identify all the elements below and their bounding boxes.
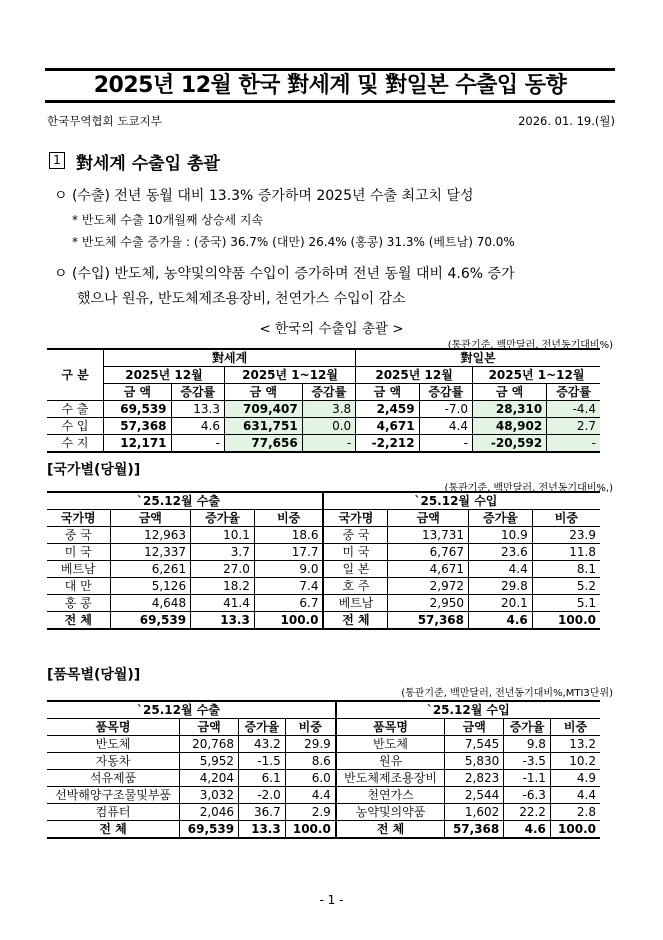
import-header: `25.12월 수입: [426, 703, 510, 717]
cell-value: -7.0: [419, 401, 472, 418]
cell-value: 48,902: [473, 418, 547, 435]
table-row: [47, 544, 600, 561]
cell-value: -4.4: [547, 401, 600, 418]
cell-share: 10.2: [569, 754, 596, 768]
product-unit-note: (통관기준, 백만달러, 전년동기대비%,MTI3단위): [401, 688, 613, 699]
cell-name: 중 국: [323, 527, 387, 544]
cell-name: 베트남: [323, 595, 387, 612]
row-label: 수 지: [47, 435, 104, 453]
cell-amount: 6,261: [110, 561, 191, 578]
column-header: 품목명: [47, 719, 180, 736]
cell-rate: -3.5: [504, 753, 551, 770]
table-header-row: [47, 701, 600, 719]
header-rate: 증감률: [419, 384, 472, 401]
header-amount: 금 액: [473, 384, 547, 401]
cell-rate: 18.2: [191, 578, 255, 595]
section-number: 1: [49, 152, 65, 169]
cell-amount: 4,204: [180, 770, 239, 787]
column-header: 비중: [254, 510, 323, 527]
cell-rate: 13.3: [239, 821, 286, 839]
cell-share: 11.8: [569, 545, 596, 559]
cell-amount: 4,648: [110, 595, 191, 612]
cell-name: 석유제품: [47, 770, 180, 787]
header-rate: 증감률: [302, 384, 355, 401]
cell-name: 반도체: [336, 736, 445, 753]
export-bullet: ㅇ (수출) 전년 동월 대비 13.3% 증가하며 2025년 수출 최고치 달성: [54, 188, 474, 204]
table-header-row: [47, 510, 600, 527]
cell-share: 29.9: [285, 736, 336, 753]
cell-value: 4.6: [171, 418, 224, 435]
cell-share: 100.0: [254, 612, 323, 630]
cell-rate: 4.6: [469, 612, 533, 630]
cell-share: 17.7: [254, 544, 323, 561]
cell-rate: 22.2: [504, 804, 551, 821]
cell-name: 전 체: [323, 612, 387, 630]
cell-name: 컴퓨터: [47, 804, 180, 821]
cell-value: 3.8: [302, 401, 355, 418]
cell-share: 2.8: [576, 805, 596, 819]
table-row: [47, 418, 600, 435]
cell-rate: -2.0: [239, 787, 286, 804]
column-header: 증가율: [191, 510, 255, 527]
cell-rate: 13.3: [191, 612, 255, 630]
table-row: [47, 561, 600, 578]
cell-share: 4.4: [285, 787, 336, 804]
document-date: 2026. 01. 19.(월): [518, 114, 615, 128]
column-header: 금액: [110, 510, 191, 527]
header-amount: 금 액: [104, 384, 172, 401]
cell-amount: 4,671: [388, 561, 469, 578]
table-row: [47, 753, 600, 770]
table-header-row: [47, 719, 600, 736]
cell-share: 6.7: [254, 595, 323, 612]
header-rate: 증감률: [556, 385, 591, 399]
cell-value: 13.3: [171, 401, 224, 418]
cell-amount: 5,830: [445, 753, 504, 770]
cell-value: 57,368: [104, 418, 172, 435]
cell-name: 전 체: [47, 821, 180, 839]
header-world-ytd: 2025년 1~12월: [224, 367, 355, 384]
import-bullet-line-2: 했으나 원유, 반도체제조용장비, 천연가스 수입이 감소: [77, 291, 406, 307]
cell-amount: 57,368: [388, 612, 469, 630]
cell-share: 23.9: [569, 528, 596, 542]
export-note-2: * 반도체 수출 증가율 : (중국) 36.7% (대만) 26.4% (홍콩) 31.3% (베트남) 70.0%: [72, 235, 515, 249]
cell-amount: 5,126: [110, 578, 191, 595]
column-header: 증가율: [504, 719, 551, 736]
table-row: [47, 401, 600, 418]
cell-amount: 13,731: [388, 527, 469, 544]
country-table: [47, 491, 600, 630]
cell-name: 원유: [336, 753, 445, 770]
cell-value: -: [547, 435, 600, 453]
cell-share: 18.6: [254, 527, 323, 544]
cell-share: 13.2: [569, 737, 596, 751]
cell-amount: 2,046: [180, 804, 239, 821]
cell-name: 농약및의약품: [336, 804, 445, 821]
table-row: [47, 578, 600, 595]
cell-name: 홍 콩: [47, 595, 110, 612]
cell-amount: 69,539: [110, 612, 191, 630]
table-row: [47, 736, 600, 753]
country-unit-note: (통관기준, 백만달러, 전년동기대비%,): [444, 483, 613, 494]
cell-name: 선박해양구조물및부품: [47, 787, 180, 804]
cell-value: -: [419, 435, 472, 453]
cell-share: 2.9: [285, 804, 336, 821]
import-header: `25.12월 수입: [414, 494, 498, 508]
column-header: 비중: [563, 720, 588, 734]
cell-amount: 2,950: [388, 595, 469, 612]
table-row: [47, 804, 600, 821]
column-header: 증가율: [469, 510, 533, 527]
cell-value: 69,539: [104, 401, 172, 418]
cell-share: 4.4: [576, 788, 596, 802]
cell-amount: 3,032: [180, 787, 239, 804]
export-header: `25.12월 수출: [47, 701, 336, 719]
cell-rate: 23.6: [469, 544, 533, 561]
summary-caption: < 한국의 수출입 총괄 >: [259, 321, 404, 337]
country-heading: [국가별(당월)]: [47, 462, 141, 478]
column-header: 국가명: [47, 510, 110, 527]
table-row: [47, 527, 600, 544]
header-gubun: 구 분: [47, 349, 104, 401]
summary-table: [47, 348, 600, 453]
cell-name: 반도체: [47, 736, 180, 753]
cell-amount: 69,539: [180, 821, 239, 839]
cell-value: 631,751: [224, 418, 302, 435]
product-table: [47, 700, 600, 839]
header-amount: 금 액: [224, 384, 302, 401]
cell-value: 28,310: [473, 401, 547, 418]
cell-value: 0.0: [302, 418, 355, 435]
organization: 한국무역협회 도쿄지부: [47, 114, 162, 128]
cell-share: 7.4: [254, 578, 323, 595]
cell-rate: -1.5: [239, 753, 286, 770]
summary-unit-note: (통관기준, 백만달러, 전년동기대비%): [447, 340, 613, 351]
cell-name: 중 국: [47, 527, 110, 544]
cell-value: 2.7: [547, 418, 600, 435]
cell-rate: 20.1: [469, 595, 533, 612]
table-row: [47, 435, 600, 453]
cell-rate: 10.9: [469, 527, 533, 544]
column-header: 금액: [180, 719, 239, 736]
cell-name: 천연가스: [336, 787, 445, 804]
cell-value: 77,656: [224, 435, 302, 453]
cell-amount: 7,545: [445, 736, 504, 753]
header-japan-dec: 2025년 12월: [356, 367, 473, 384]
cell-share: 100.0: [558, 613, 596, 627]
cell-name: 자동차: [47, 753, 180, 770]
cell-value: -: [302, 435, 355, 453]
cell-rate: 4.6: [504, 821, 551, 839]
export-header: `25.12월 수출: [47, 492, 323, 510]
total-row: [47, 821, 600, 839]
cell-rate: 27.0: [191, 561, 255, 578]
cell-amount: 5,952: [180, 753, 239, 770]
cell-amount: 20,768: [180, 736, 239, 753]
header-japan-ytd: 2025년 1~12월: [473, 367, 600, 384]
cell-share: 5.1: [576, 596, 596, 610]
cell-name: 호 주: [323, 578, 387, 595]
table-header-row: [47, 349, 600, 367]
cell-amount: 57,368: [445, 821, 504, 839]
cell-name: 전 체: [47, 612, 110, 630]
cell-rate: 29.8: [469, 578, 533, 595]
cell-rate: 6.1: [239, 770, 286, 787]
column-header: 금액: [388, 510, 469, 527]
cell-amount: 2,823: [445, 770, 504, 787]
page-number: - 1 -: [319, 893, 344, 907]
cell-name: 베트남: [47, 561, 110, 578]
cell-share: 8.1: [576, 562, 596, 576]
header-amount: 금 액: [356, 384, 419, 401]
cell-rate: 3.7: [191, 544, 255, 561]
row-label: 수 입: [47, 418, 104, 435]
cell-share: 8.6: [285, 753, 336, 770]
column-header: 비중: [285, 719, 336, 736]
row-label: 수 출: [47, 401, 104, 418]
table-row: [47, 770, 600, 787]
cell-name: 미 국: [323, 544, 387, 561]
column-header: 금액: [445, 719, 504, 736]
cell-amount: 1,602: [445, 804, 504, 821]
cell-rate: -1.1: [504, 770, 551, 787]
product-heading: [품목별(당월)]: [47, 667, 141, 683]
header-rate: 증감률: [171, 384, 224, 401]
cell-name: 일 본: [323, 561, 387, 578]
cell-share: 9.0: [254, 561, 323, 578]
cell-rate: -6.3: [504, 787, 551, 804]
cell-name: 전 체: [336, 821, 445, 839]
cell-rate: 41.4: [191, 595, 255, 612]
cell-name: 대 만: [47, 578, 110, 595]
section-title: 對세계 수출입 총괄: [76, 154, 220, 174]
cell-share: 100.0: [558, 822, 596, 836]
cell-value: -: [171, 435, 224, 453]
cell-amount: 12,337: [110, 544, 191, 561]
cell-share: 5.2: [576, 579, 596, 593]
cell-share: 100.0: [285, 821, 336, 839]
header-world-dec: 2025년 12월: [104, 367, 225, 384]
cell-share: 6.0: [285, 770, 336, 787]
column-header: 품목명: [336, 719, 445, 736]
cell-rate: 9.8: [504, 736, 551, 753]
cell-rate: 36.7: [239, 804, 286, 821]
column-header: 비중: [554, 511, 578, 525]
cell-value: 709,407: [224, 401, 302, 418]
cell-value: 2,459: [356, 401, 419, 418]
cell-amount: 2,544: [445, 787, 504, 804]
cell-amount: 12,963: [110, 527, 191, 544]
cell-amount: 6,767: [388, 544, 469, 561]
cell-value: 12,171: [104, 435, 172, 453]
cell-share: 4.9: [576, 771, 596, 785]
cell-name: 반도체제조용장비: [336, 770, 445, 787]
table-header-row: [47, 367, 600, 384]
table-header-row: [47, 384, 600, 401]
cell-rate: 43.2: [239, 736, 286, 753]
cell-rate: 10.1: [191, 527, 255, 544]
cell-rate: 4.4: [469, 561, 533, 578]
cell-value: 4,671: [356, 418, 419, 435]
document-title: 2025년 12월 한국 對세계 및 對일본 수출입 동향: [45, 68, 615, 103]
table-header-row: [47, 492, 600, 510]
import-bullet-line-1: ㅇ (수입) 반도체, 농약및의약품 수입이 증가하며 전년 동월 대비 4.6% 증가: [54, 266, 515, 282]
header-world: 對세계: [104, 349, 356, 367]
cell-value: -20,592: [473, 435, 547, 453]
export-note-1: * 반도체 수출 10개월째 상승세 지속: [72, 213, 264, 227]
header-japan: 對일본: [356, 349, 600, 367]
cell-value: 4.4: [419, 418, 472, 435]
table-row: [47, 595, 600, 612]
column-header: 증가율: [239, 719, 286, 736]
cell-name: 미 국: [47, 544, 110, 561]
total-row: [47, 612, 600, 630]
table-row: [47, 787, 600, 804]
cell-value: -2,212: [356, 435, 419, 453]
cell-amount: 2,972: [388, 578, 469, 595]
column-header: 국가명: [323, 510, 387, 527]
